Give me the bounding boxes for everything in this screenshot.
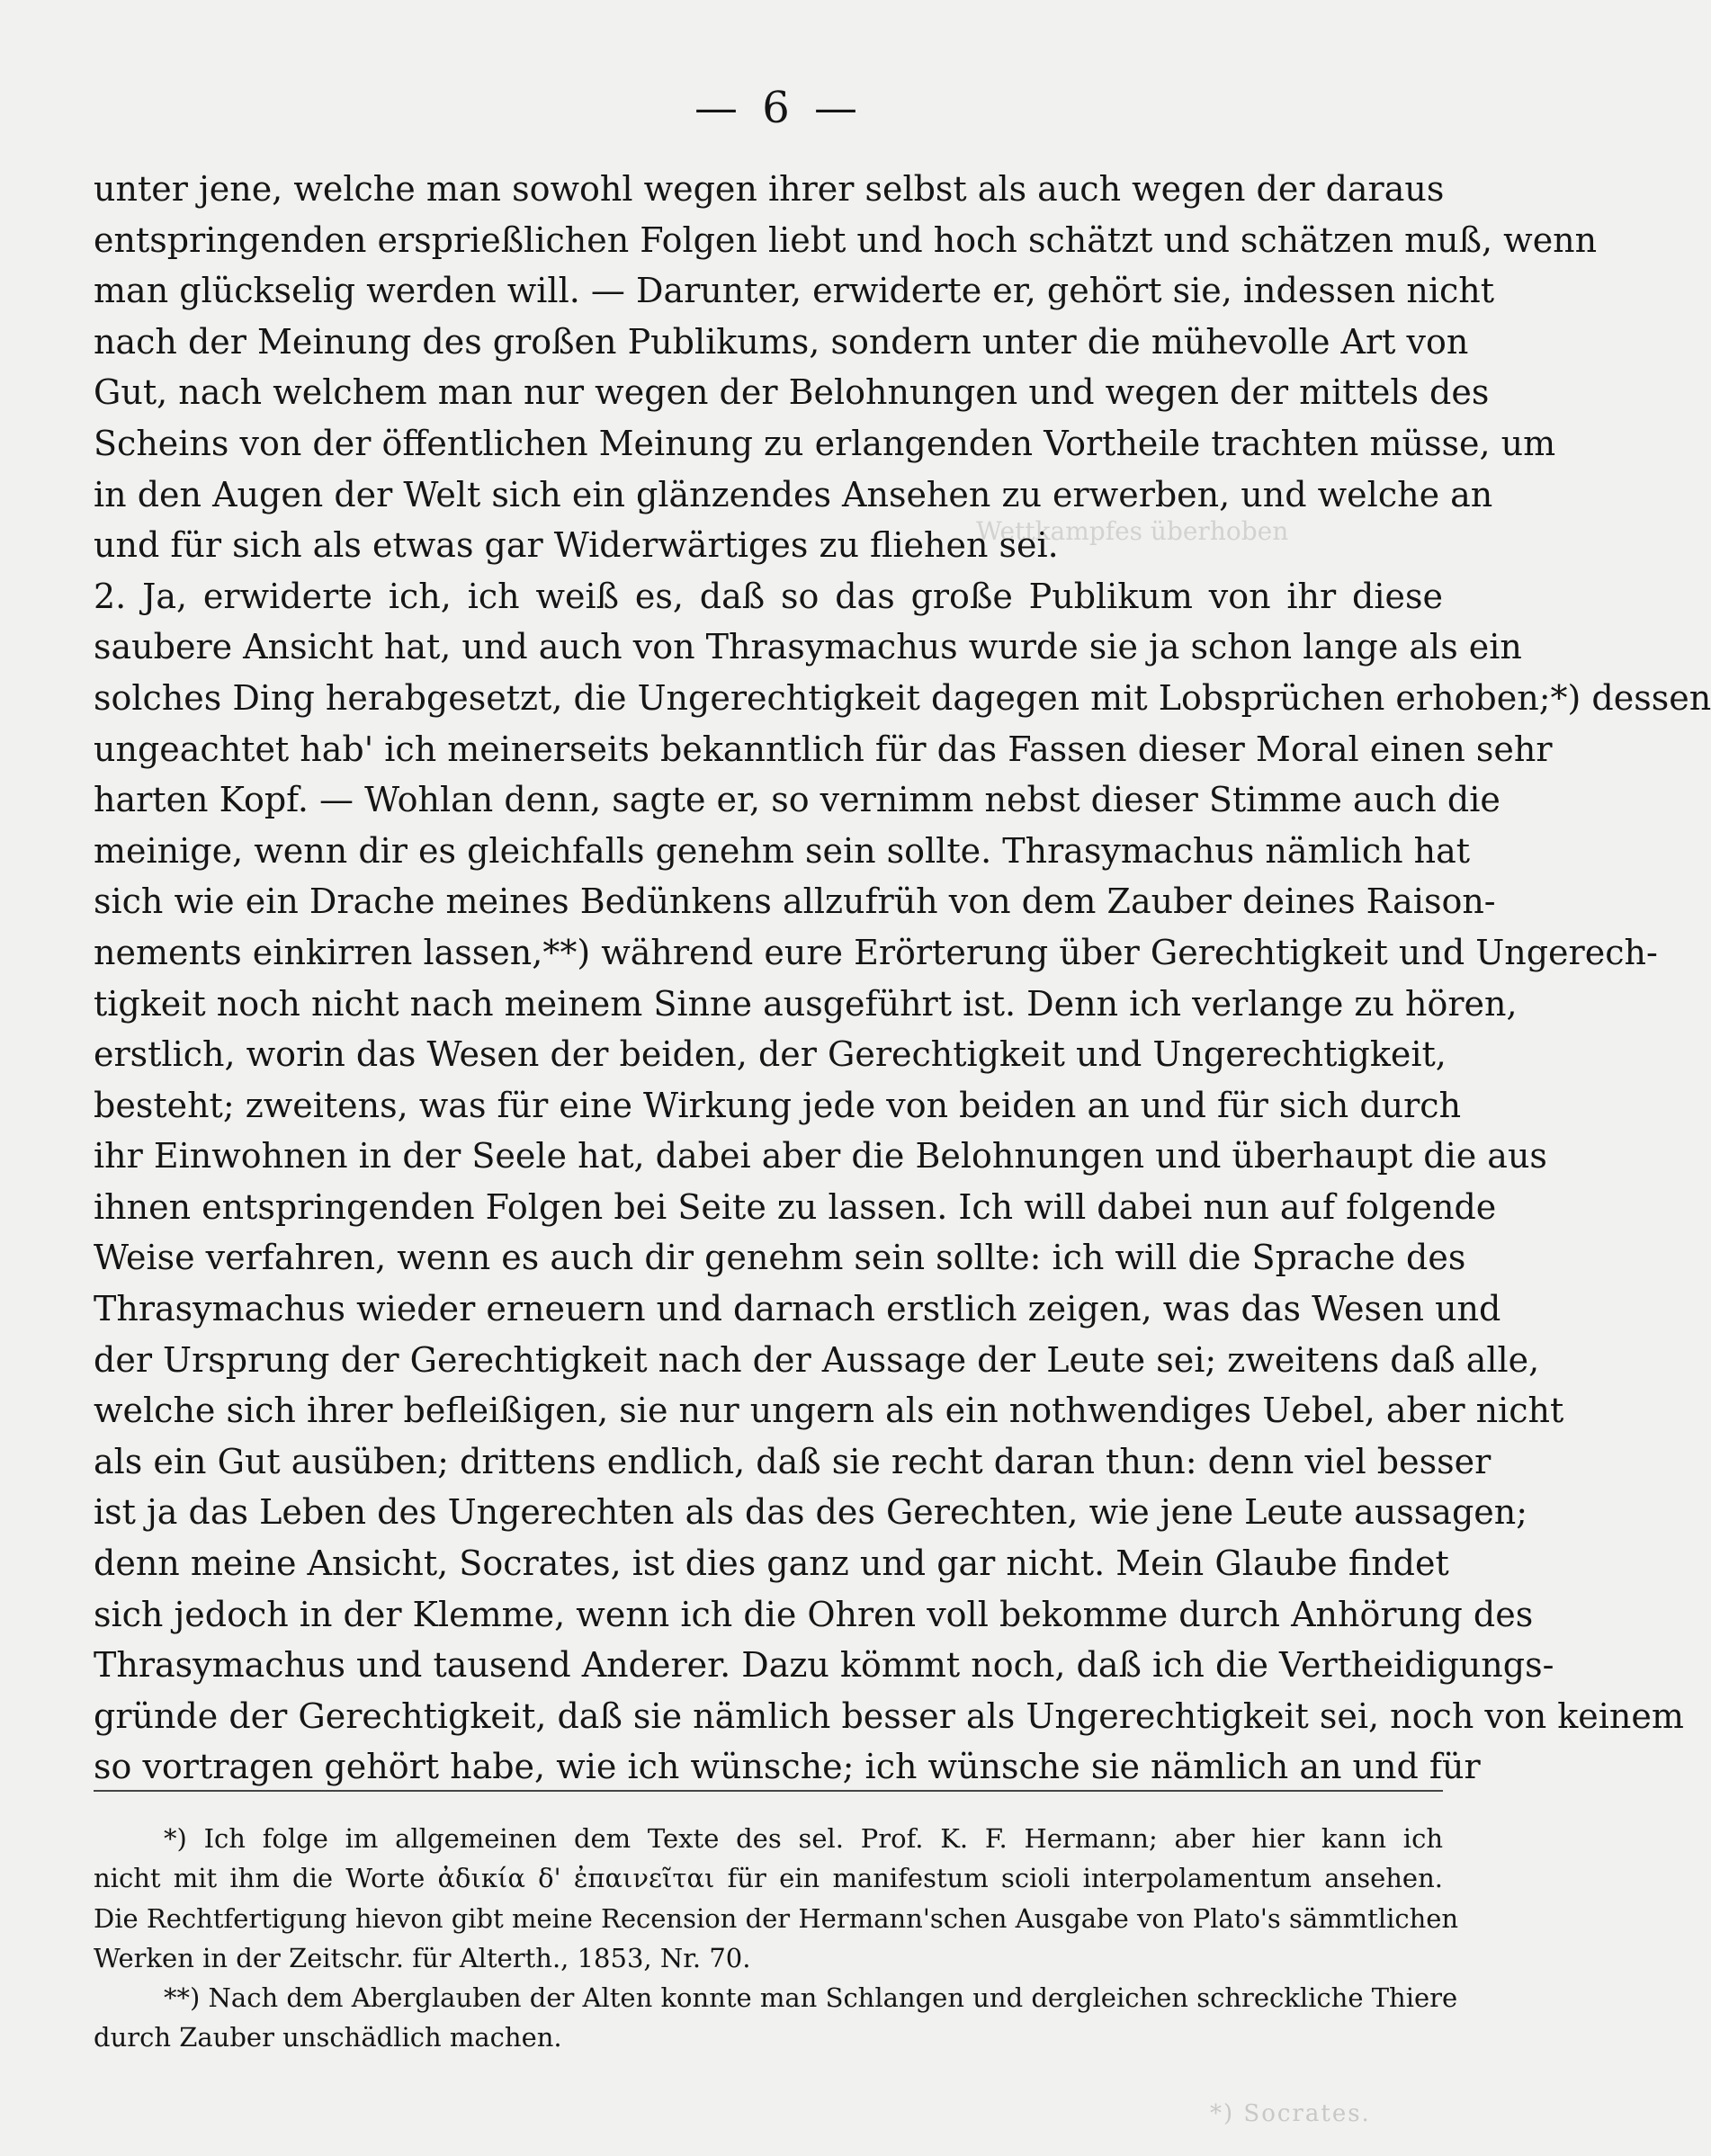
text-line: Thrasymachus wieder erneuern und darnach erstlich zeigen, was das Wesen und bbox=[94, 1289, 1501, 1329]
text-line: solches Ding herabgesetzt, die Ungerechtigkeit dagegen mit Lobsprüchen erhoben;*) dessen bbox=[94, 677, 1711, 718]
text-line: Thrasymachus und tausend Anderer. Dazu kömmt noch, daß ich die Vertheidigungs- bbox=[94, 1645, 1554, 1686]
footnote-line: **) Nach dem Aberglauben der Alten konnte man Schlangen und dergleichen schreckliche Thiere bbox=[164, 1982, 1458, 2014]
bleedthrough-footnote: *) Socrates. bbox=[1210, 2100, 1371, 2127]
footnote-line: nicht mit ihm die Worte ἀδικία δ' ἐπαινεῖται für ein manifestum scioli interpolamentum ansehen. bbox=[94, 1863, 1443, 1894]
text-line: meinige, wenn dir es gleichfalls genehm sein sollte. Thrasymachus nämlich hat bbox=[94, 830, 1471, 871]
text-line: unter jene, welche man sowohl wegen ihrer selbst als auch wegen der daraus bbox=[94, 169, 1445, 209]
bleedthrough-text: Wettkampfes überhoben bbox=[976, 516, 1289, 546]
text-line: sich wie ein Drache meines Bedünkens allzufrüh von dem Zauber deines Raison- bbox=[94, 881, 1496, 922]
text-line: tigkeit noch nicht nach meinem Sinne ausgeführt ist. Denn ich verlange zu hören, bbox=[94, 983, 1518, 1024]
footnote-line: Werken in der Zeitschr. für Alterth., 1853, Nr. 70. bbox=[94, 1942, 751, 1973]
page-number: — 6 — bbox=[694, 83, 864, 133]
text-line: denn meine Ansicht, Socrates, ist dies ganz und gar nicht. Mein Glaube findet bbox=[94, 1543, 1449, 1584]
text-line: ungeachtet hab' ich meinerseits bekanntlich für das Fassen dieser Moral einen sehr bbox=[94, 729, 1553, 769]
text-line: ist ja das Leben des Ungerechten als das des Gerechten, wie jene Leute aussagen; bbox=[94, 1492, 1528, 1533]
footnote-separator bbox=[94, 1790, 1443, 1792]
text-line: in den Augen der Welt sich ein glänzendes Ansehen zu erwerben, und welche an bbox=[94, 474, 1493, 514]
footnote-line: Die Rechtfertigung hievon gibt meine Recension der Hermann'schen Ausgabe von Plato's sämmtlichen bbox=[94, 1902, 1459, 1934]
text-line: welche sich ihrer befleißigen, sie nur ungern als ein nothwendiges Uebel, aber nicht bbox=[94, 1391, 1564, 1431]
text-line: Weise verfahren, wenn es auch dir genehm sein sollte: ich will die Sprache des bbox=[94, 1238, 1466, 1278]
footnote-line: *) Ich folge im allgemeinen dem Texte des sel. Prof. K. F. Hermann; aber hier kann ich bbox=[164, 1823, 1443, 1854]
text-line: sich jedoch in der Klemme, wenn ich die Ohren voll bekomme durch Anhörung des bbox=[94, 1594, 1534, 1634]
text-line: ihr Einwohnen in der Seele hat, dabei aber die Belohnungen und überhaupt die aus bbox=[94, 1136, 1547, 1176]
text-line: Scheins von der öffentlichen Meinung zu erlangenden Vortheile trachten müsse, um bbox=[94, 423, 1556, 463]
text-line: man glückselig werden will. — Darunter, erwiderte er, gehört sie, indessen nicht bbox=[94, 271, 1495, 311]
footnote-line: durch Zauber unschädlich machen. bbox=[94, 2022, 562, 2053]
text-line: und für sich als etwas gar Widerwärtiges zu fliehen sei. bbox=[94, 525, 1059, 566]
footnotes bbox=[94, 1819, 1459, 2058]
text-line: Gut, nach welchem man nur wegen der Belohnungen und wegen der mittels des bbox=[94, 372, 1490, 413]
text-line: der Ursprung der Gerechtigkeit nach der Aussage der Leute sei; zweitens daß alle, bbox=[94, 1339, 1540, 1380]
text-line: erstlich, worin das Wesen der beiden, der Gerechtigkeit und Ungerechtigkeit, bbox=[94, 1034, 1447, 1075]
text-line: 2. Ja, erwiderte ich, ich weiß es, daß so das große Publikum von ihr diese bbox=[94, 576, 1443, 616]
text-line: besteht; zweitens, was für eine Wirkung jede von beiden an und für sich durch bbox=[94, 1085, 1462, 1125]
text-line: harten Kopf. — Wohlan denn, sagte er, so vernimm nebst dieser Stimme auch die bbox=[94, 780, 1500, 820]
text-line: saubere Ansicht hat, und auch von Thrasymachus wurde sie ja schon lange als ein bbox=[94, 627, 1522, 667]
text-line: entspringenden ersprießlichen Folgen liebt und hoch schätzt und schätzen muß, wenn bbox=[94, 219, 1598, 260]
text-line: als ein Gut ausüben; drittens endlich, daß sie recht daran thun: denn viel besser bbox=[94, 1441, 1492, 1481]
text-line: ihnen entspringenden Folgen bei Seite zu lassen. Ich will dabei nun auf folgende bbox=[94, 1186, 1497, 1227]
text-line: gründe der Gerechtigkeit, daß sie nämlich besser als Ungerechtigkeit sei, noch von keinem bbox=[94, 1695, 1684, 1736]
text-line: so vortragen gehört habe, wie ich wünsche; ich wünsche sie nämlich an und für bbox=[94, 1747, 1481, 1787]
text-line: nements einkirren lassen,**) während eure Erörterung über Gerechtigkeit und Ungerech- bbox=[94, 932, 1658, 972]
text-line: nach der Meinung des großen Publikums, sondern unter die mühevolle Art von bbox=[94, 321, 1469, 362]
body-text bbox=[94, 164, 1711, 1793]
